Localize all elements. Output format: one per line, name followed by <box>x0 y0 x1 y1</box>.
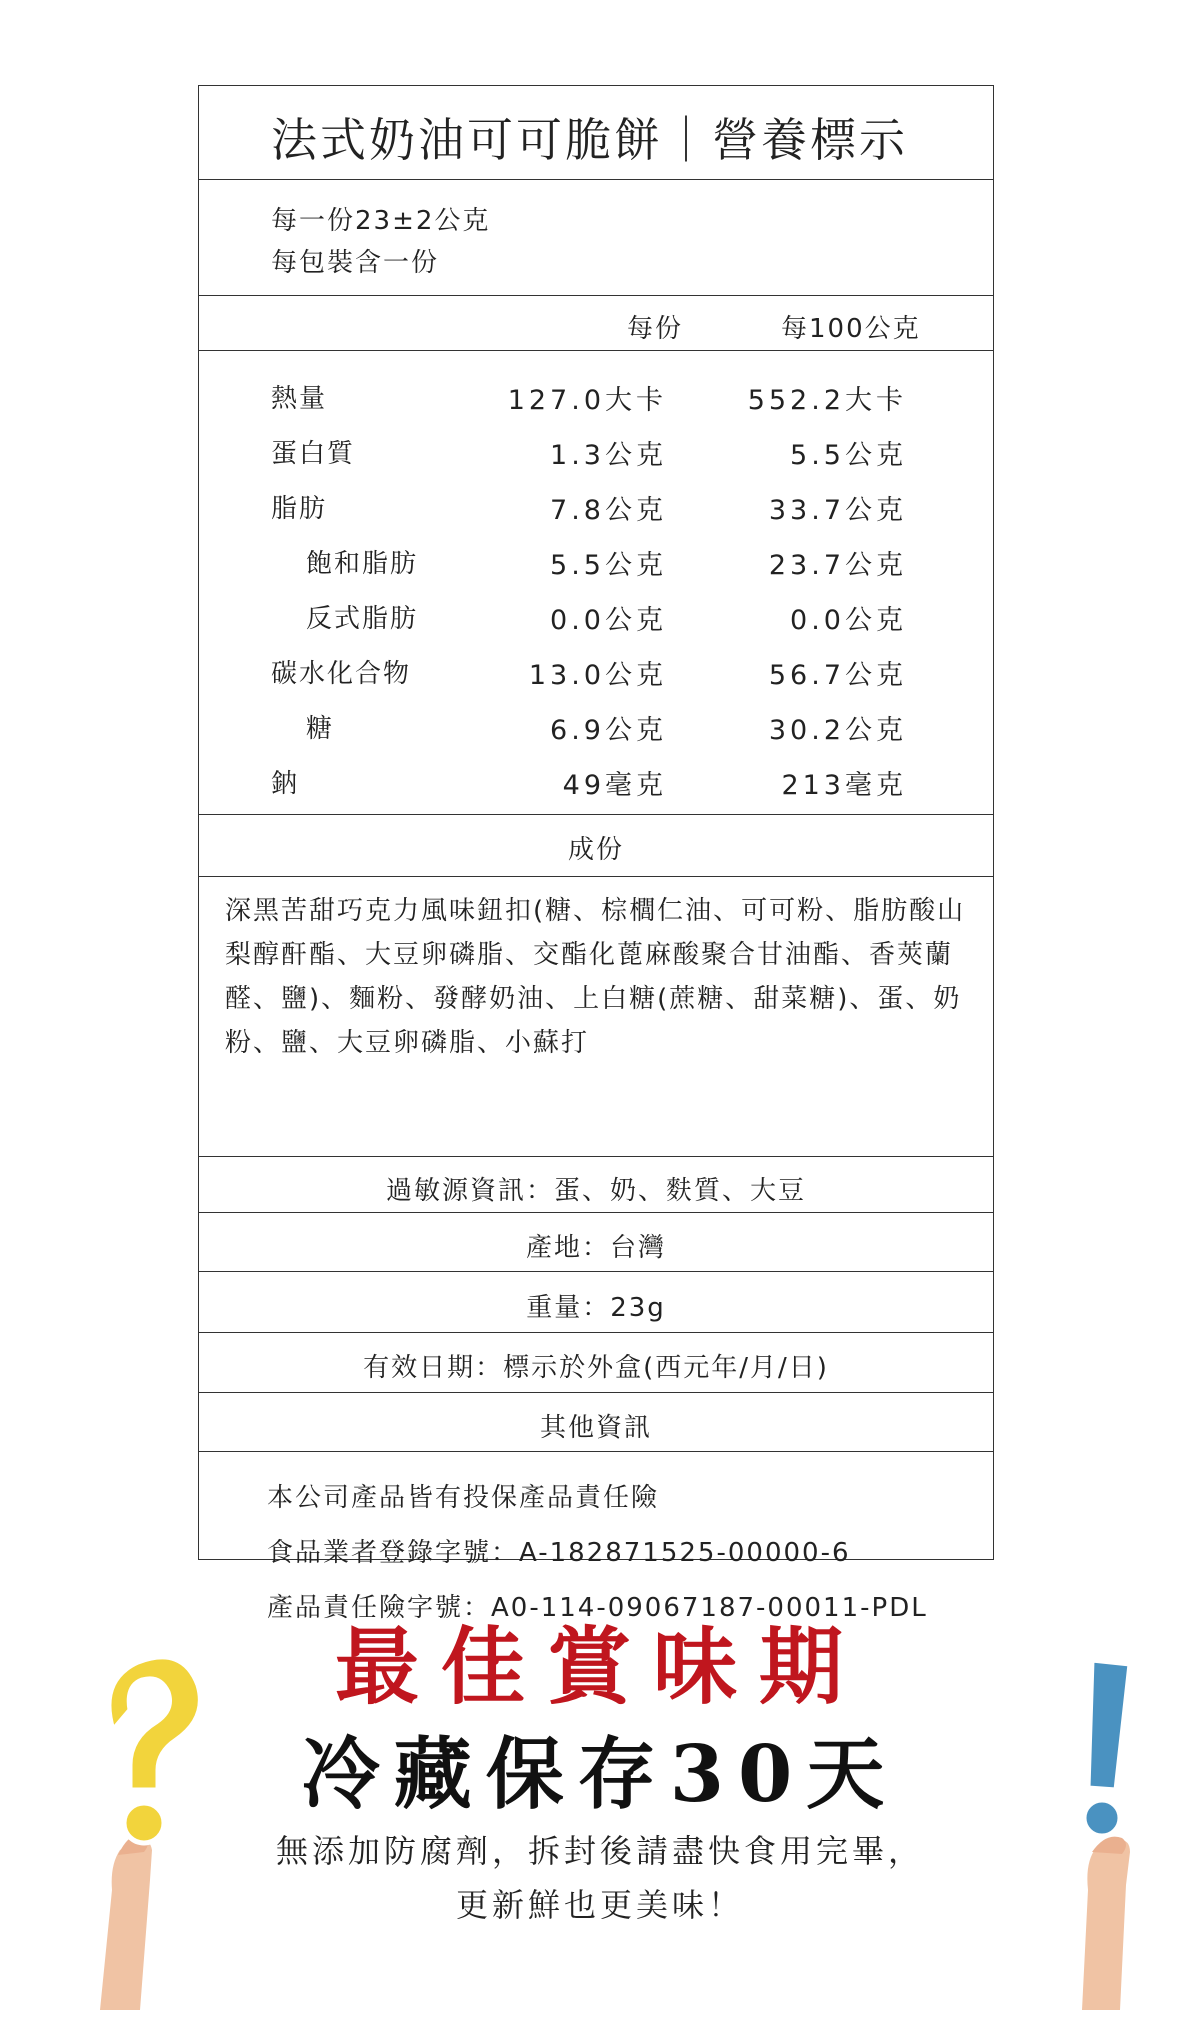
nutrient-per-serving: 6.9公克 <box>550 715 667 746</box>
nutrition-label <box>198 85 994 1623</box>
other-info-line: 本公司產品皆有投保產品責任險 <box>267 1483 660 1513</box>
nutrient-per-serving: 1.3公克 <box>550 440 667 471</box>
expiry-row <box>199 1333 993 1393</box>
weight-info: 重量：23g <box>526 1293 666 1323</box>
preservative-note-line1: 無添加防腐劑，拆封後請盡快食用完畢， <box>275 1832 924 1870</box>
column-per-serving: 每份 <box>627 314 684 344</box>
nutrient-per-100g: 0.0公克 <box>790 605 907 636</box>
serving-info <box>199 180 993 296</box>
nutrient-name: 鈉 <box>271 769 300 799</box>
serving-size: 每一份23±2公克 <box>271 206 491 236</box>
nutrient-per-serving: 127.0大卡 <box>507 385 667 416</box>
expiry-info: 有效日期：標示於外盒(西元年/月/日) <box>363 1353 829 1383</box>
ingredients-text: 深黑苦甜巧克力風味鈕扣(糖、棕櫚仁油、可可粉、脂肪酸山梨醇酐酯、大豆卵磷脂、交酯化蓖麻酸聚合甘油酯、香莢蘭醛、鹽)、麵粉、發酵奶油、上白糖(蔗糖、甜菜糖)、蛋、奶粉、鹽、大豆卵磷脂、小蘇打 <box>225 896 966 1058</box>
other-info-heading: 其他資訊 <box>539 1413 652 1443</box>
nutrient-per-100g: 56.7公克 <box>768 660 907 691</box>
nutrient-per-100g: 552.2大卡 <box>747 385 907 416</box>
weight-row <box>199 1272 993 1333</box>
nutrient-per-serving: 49毫克 <box>562 770 667 801</box>
nutrient-per-serving: 7.8公克 <box>550 495 667 526</box>
other-info-heading-row <box>199 1393 993 1452</box>
allergen-row <box>199 1157 993 1213</box>
label-title-row <box>199 86 993 180</box>
other-info-body <box>199 1452 993 1623</box>
nutrient-name: 飽和脂肪 <box>306 549 419 579</box>
nutrient-name: 糖 <box>306 714 335 744</box>
nutrient-per-serving: 0.0公克 <box>550 605 667 636</box>
nutrient-name: 蛋白質 <box>271 439 356 469</box>
nutrient-per-100g: 213毫克 <box>781 770 907 801</box>
nutrient-per-serving: 13.0公克 <box>528 660 667 691</box>
nutrient-name: 反式脂肪 <box>306 604 419 634</box>
ingredients-heading: 成份 <box>567 835 624 865</box>
nutrient-name: 脂肪 <box>271 494 328 524</box>
nutrient-per-100g: 30.2公克 <box>768 715 907 746</box>
origin-info: 產地：台灣 <box>525 1233 666 1263</box>
servings-per-pack: 每包裝含一份 <box>271 248 440 278</box>
label-title: 法式奶油可可脆餅｜營養標示 <box>271 113 908 167</box>
column-header-row <box>199 296 993 351</box>
nutrient-table <box>199 351 993 815</box>
ingredients-heading-row <box>199 815 993 877</box>
nutrient-per-serving: 5.5公克 <box>550 550 667 581</box>
nutrient-per-100g: 33.7公克 <box>768 495 907 526</box>
best-before-headline: 最佳賞味期 <box>334 1617 865 1716</box>
preservative-note-line2: 更新鮮也更美味！ <box>455 1886 744 1924</box>
column-per-100g: 每100公克 <box>781 314 921 344</box>
nutrient-name: 熱量 <box>271 384 328 414</box>
other-info-line: 食品業者登錄字號：A-182871525-00000-6 <box>267 1538 851 1568</box>
other-info-line: 產品責任險字號：A0-114-09067187-00011-PDL <box>267 1593 928 1623</box>
nutrient-per-100g: 5.5公克 <box>790 440 907 471</box>
nutrient-per-100g: 23.7公克 <box>768 550 907 581</box>
storage-subhead: 冷藏保存30天 <box>301 1729 899 1820</box>
nutrient-name: 碳水化合物 <box>271 659 412 689</box>
origin-row <box>199 1213 993 1272</box>
ingredients-row <box>199 877 993 1157</box>
allergen-info: 過敏源資訊：蛋、奶、麩質、大豆 <box>385 1176 806 1206</box>
